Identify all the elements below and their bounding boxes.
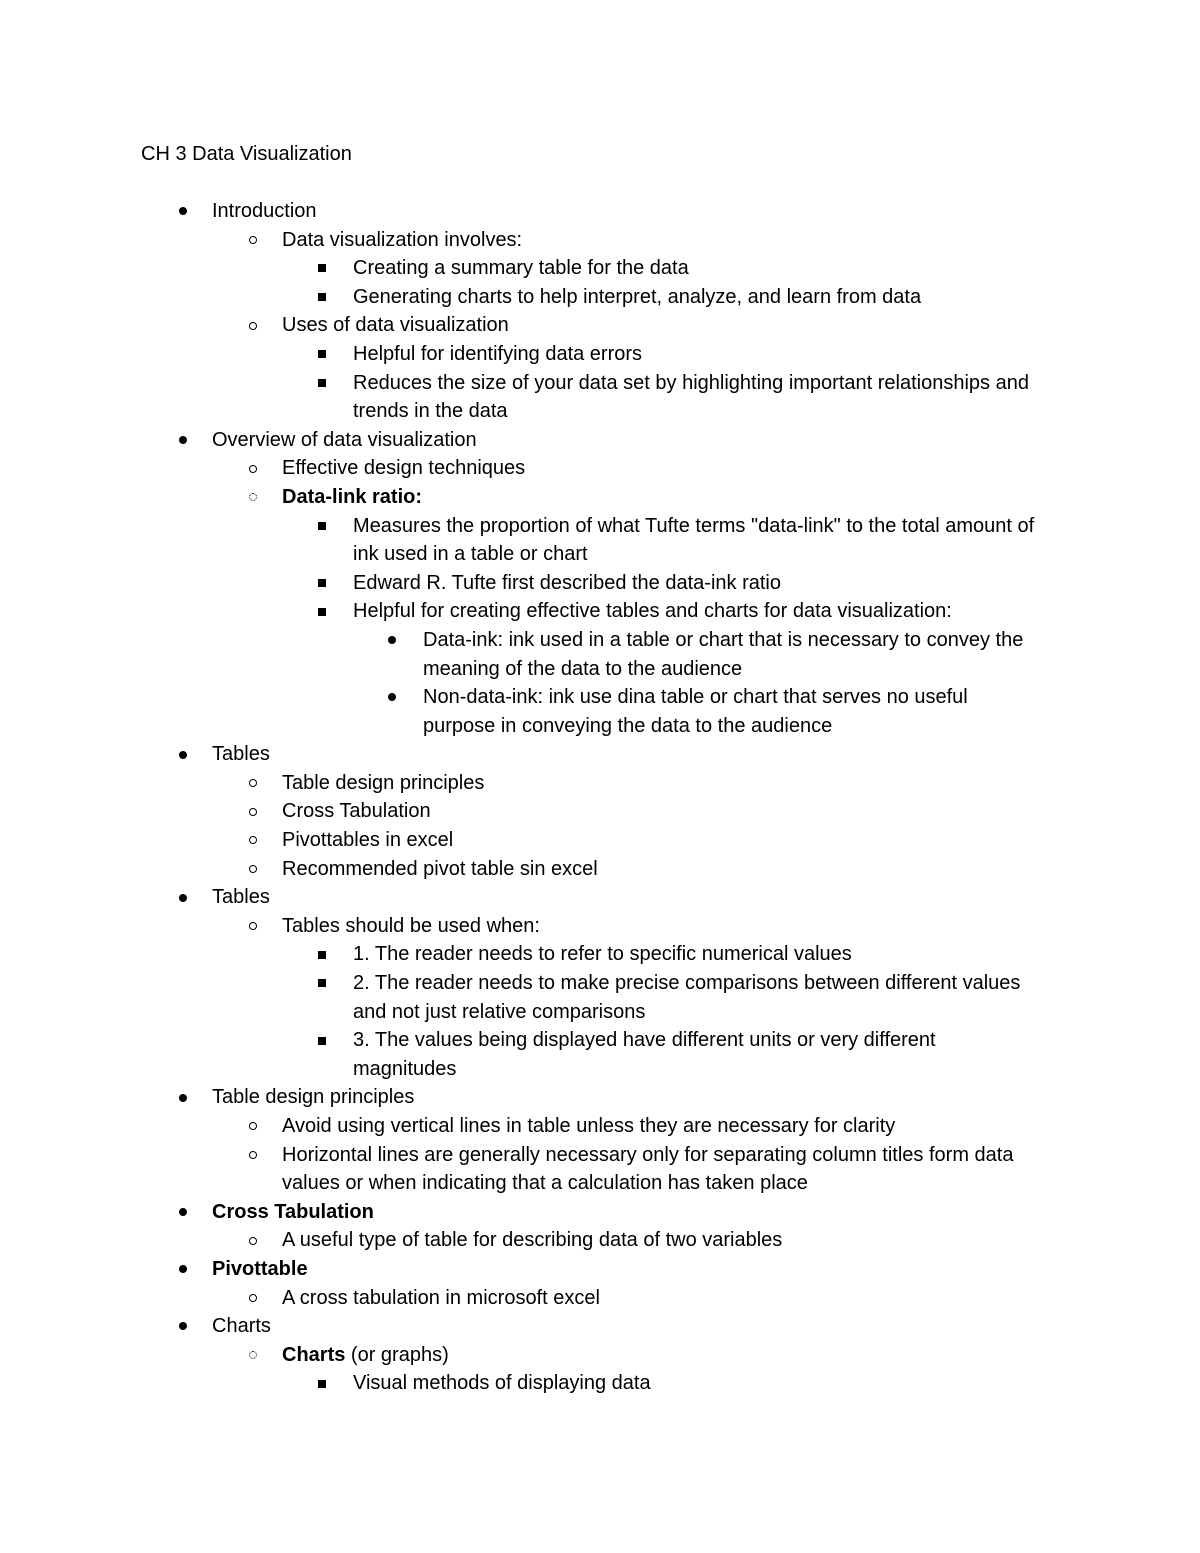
filled-bullet-icon	[173, 1083, 193, 1112]
outline-text: Uses of data visualization	[282, 314, 509, 337]
hollow-circle-icon	[243, 454, 263, 483]
outline-item-level-1	[212, 1255, 1042, 1284]
outline-text: Edward R. Tufte first described the data-ink ratio	[353, 571, 781, 594]
outline-text: Cross Tabulation	[282, 800, 431, 823]
document-title: CH 3 Data Visualization	[141, 143, 352, 165]
outline-item-level-1	[212, 883, 1042, 912]
outline-item-level-1	[212, 740, 1042, 769]
outline-item-level-1	[212, 1312, 1042, 1341]
square-bullet-icon	[312, 283, 332, 312]
square-bullet-icon	[312, 1369, 332, 1398]
outline-text: 1. The reader needs to refer to specific numerical values	[353, 943, 852, 966]
outline-text: Generating charts to help interpret, analyze, and learn from data	[353, 285, 922, 308]
outline-text: Helpful for identifying data errors	[353, 342, 643, 365]
bold-term: Cross Tabulation	[212, 1200, 374, 1223]
outline-text: Reduces the size of your data set by highlighting important relationships and trends in the data	[353, 371, 1029, 423]
outline-item-level-2	[282, 1141, 1042, 1198]
outline-item-level-1	[212, 1083, 1042, 1112]
outline-item-level-3	[353, 969, 1043, 1026]
square-bullet-icon	[312, 1026, 332, 1055]
outline-text: Creating a summary table for the data	[353, 257, 689, 280]
bold-term: Data-link ratio:	[282, 485, 423, 508]
outline-item-level-2	[282, 912, 1042, 941]
filled-bullet-icon	[382, 683, 402, 712]
filled-bullet-icon	[173, 740, 193, 769]
outline-text: Overview of data visualization	[212, 428, 477, 451]
outline-item-level-3	[353, 340, 1043, 369]
outline-text: Table design principles	[282, 771, 485, 794]
outline-text: Effective design techniques	[282, 457, 526, 480]
outline-text: Tables should be used when:	[282, 914, 540, 937]
hollow-circle-icon	[243, 855, 263, 884]
hollow-circle-icon	[243, 311, 263, 340]
outline-text: Avoid using vertical lines in table unless they are necessary for clarity	[282, 1115, 896, 1137]
outline-text: Pivottables in excel	[282, 829, 454, 852]
square-bullet-icon	[312, 569, 332, 598]
outline-item-level-3	[353, 1369, 1043, 1398]
bold-term: Pivottable	[212, 1257, 308, 1280]
filled-bullet-icon	[173, 197, 193, 226]
outline-item-level-3	[353, 369, 1043, 426]
outline-text: Introduction	[212, 200, 317, 222]
outline-item-level-3	[353, 940, 1043, 969]
outline-text: (or graphs)	[345, 1343, 449, 1366]
filled-bullet-icon	[173, 883, 193, 912]
outline-item-level-3	[353, 1026, 1043, 1083]
outline-item-level-2	[282, 769, 1042, 798]
square-bullet-icon	[312, 512, 332, 541]
outline-item-level-2	[282, 855, 1042, 884]
outline-item-level-3	[353, 283, 1043, 312]
filled-bullet-icon	[173, 1255, 193, 1284]
outline-item-level-3	[353, 254, 1043, 283]
hollow-circle-icon	[243, 226, 263, 255]
hollow-circle-icon	[243, 1226, 263, 1255]
outline-item-level-2	[282, 1226, 1042, 1255]
outline-text: Horizontal lines are generally necessary only for separating column titles form data values or when indicating that a calculation has taken place	[282, 1143, 1014, 1195]
outline-item-level-3	[353, 597, 1043, 626]
outline-text: Tables	[212, 743, 270, 766]
outline-text: A useful type of table for describing data of two variables	[282, 1229, 783, 1252]
hollow-circle-icon	[243, 912, 263, 941]
outline-item-level-4	[423, 683, 1043, 740]
outline-item-level-3	[353, 569, 1043, 598]
notes-outline	[0, 197, 1200, 1398]
outline-item-level-1	[212, 197, 1042, 226]
outline-item-level-1	[212, 1198, 1042, 1227]
outline-item-level-2	[282, 454, 1042, 483]
outline-text: Charts	[212, 1315, 271, 1338]
outline-item-level-2	[282, 826, 1042, 855]
filled-bullet-icon	[173, 426, 193, 455]
hollow-circle-icon	[243, 826, 263, 855]
outline-item-level-2	[282, 797, 1042, 826]
filled-bullet-icon	[173, 1312, 193, 1341]
outline-text: Tables	[212, 886, 270, 909]
outline-item-level-2	[282, 483, 1042, 512]
bold-term: Charts	[282, 1343, 346, 1366]
outline-text: Helpful for creating effective tables and charts for data visualization:	[353, 600, 952, 623]
outline-text: A cross tabulation in microsoft excel	[282, 1286, 600, 1309]
hollow-circle-icon	[243, 797, 263, 826]
dotted-circle-icon	[243, 483, 263, 512]
hollow-circle-icon	[243, 1141, 263, 1170]
square-bullet-icon	[312, 597, 332, 626]
square-bullet-icon	[312, 369, 332, 398]
dotted-circle-icon	[243, 1341, 263, 1370]
outline-text: Visual methods of displaying data	[353, 1372, 651, 1395]
outline-text: 3. The values being displayed have different units or very different magnitudes	[353, 1029, 936, 1080]
outline-item-level-4	[423, 626, 1043, 683]
hollow-circle-icon	[243, 1112, 263, 1141]
filled-bullet-icon	[173, 1198, 193, 1227]
outline-item-level-2	[282, 1284, 1042, 1313]
outline-item-level-2	[282, 1341, 1042, 1370]
outline-text: Data visualization involves:	[282, 228, 523, 251]
outline-item-level-2	[282, 226, 1042, 255]
hollow-circle-icon	[243, 1284, 263, 1313]
outline-item-level-2	[282, 311, 1042, 340]
outline-text: Non-data-ink: ink use dina table or chart that serves no useful purpose in conveying the data to the audience	[423, 686, 968, 737]
outline-item-level-3	[353, 512, 1043, 569]
outline-text: Recommended pivot table sin excel	[282, 857, 598, 880]
outline-text: Measures the proportion of what Tufte terms "data-link" to the total amount of ink used in a table or chart	[353, 514, 1035, 566]
outline-item-level-1	[212, 426, 1042, 455]
outline-text: Data-ink: ink used in a table or chart that is necessary to convey the meaning of the data to the audience	[423, 628, 1024, 680]
outline-text: 2. The reader needs to make precise comparisons between different values and not just relative comparisons	[353, 972, 1021, 1023]
filled-bullet-icon	[382, 626, 402, 655]
square-bullet-icon	[312, 969, 332, 998]
square-bullet-icon	[312, 940, 332, 969]
outline-text: Table design principles	[212, 1086, 415, 1109]
square-bullet-icon	[312, 254, 332, 283]
outline-item-level-2	[282, 1112, 1042, 1141]
hollow-circle-icon	[243, 769, 263, 798]
square-bullet-icon	[312, 340, 332, 369]
